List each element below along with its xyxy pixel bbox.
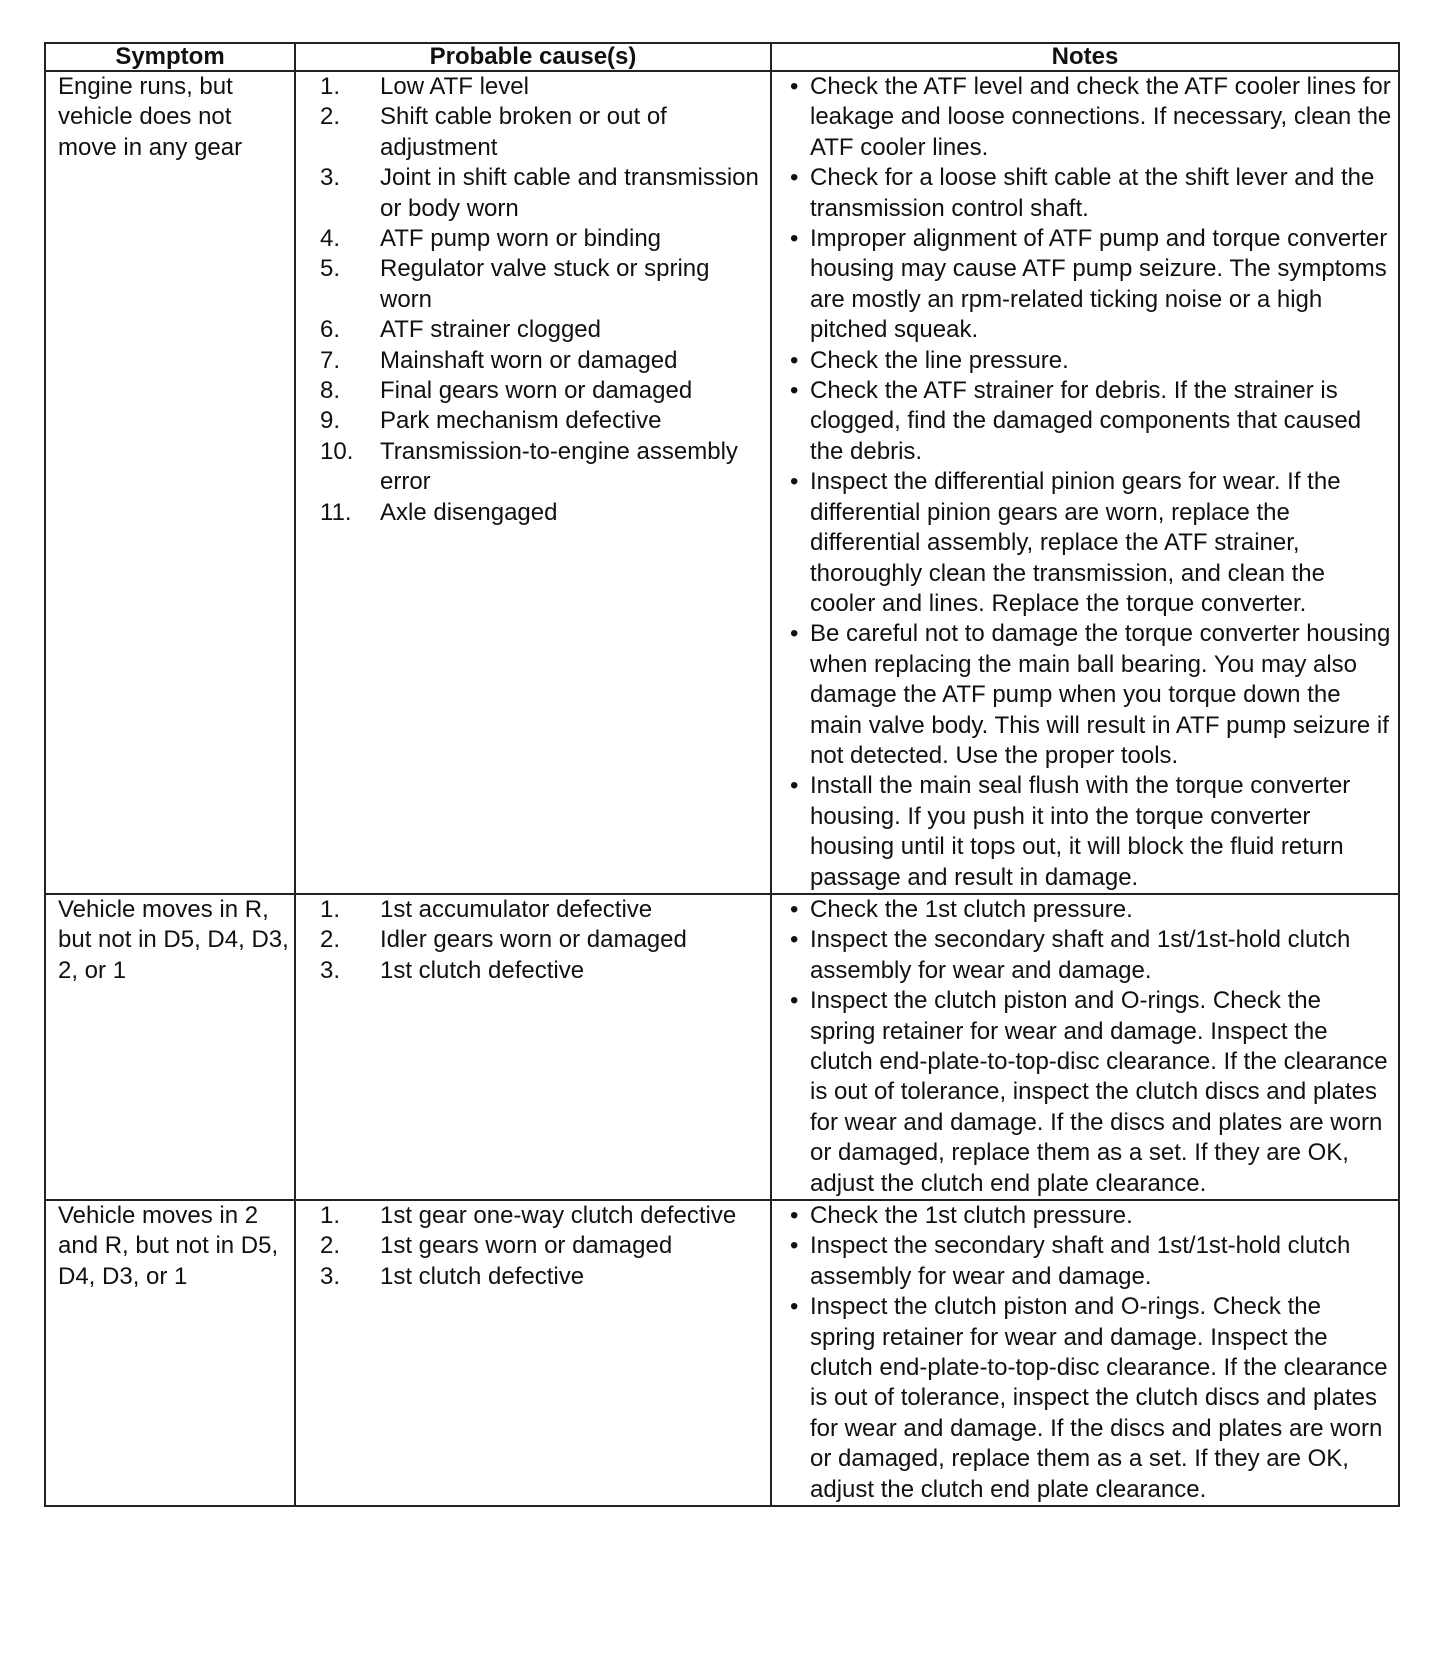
causes-cell bbox=[295, 1200, 771, 1506]
cause-number: 6. bbox=[320, 316, 341, 344]
note-item: • Check the ATF strainer for debris. If the strainer is clogged, find the damaged components that caused the debris. bbox=[782, 376, 1392, 467]
cause-number: 2. bbox=[320, 926, 341, 954]
cause-number: 2. bbox=[320, 103, 341, 131]
cause-item bbox=[320, 376, 764, 406]
causes-cell bbox=[295, 71, 771, 894]
note-item: • Inspect the differential pinion gears for wear. If the differential pinion gears are worn, replace the differential assembly, replace the ATF strainer, thoroughly clean the transmission, and clean the cooler and lines. Replace the torque converter. bbox=[782, 467, 1392, 619]
cause-item bbox=[320, 1262, 764, 1292]
cause-text: Mainshaft worn or damaged bbox=[380, 346, 678, 374]
note-item: • Be careful not to damage the torque converter housing when replacing the main ball bearing. You may also damage the ATF pump when you torque down the main valve body. This will result in ATF pump seizure if not detected. Use the proper tools. bbox=[782, 619, 1392, 771]
symptom-cell: Vehicle moves in 2 and R, but not in D5, D4, D3, or 1 bbox=[45, 1200, 295, 1506]
cause-text: Axle disengaged bbox=[380, 498, 558, 526]
header-symptom: Symptom bbox=[45, 43, 295, 71]
symptom-cell: Vehicle moves in R, but not in D5, D4, D3, 2, or 1 bbox=[45, 894, 295, 1200]
table-body bbox=[45, 71, 1399, 1506]
troubleshooting-table bbox=[44, 42, 1400, 1507]
cause-number: 3. bbox=[320, 164, 341, 192]
cause-item bbox=[320, 315, 764, 345]
cause-text: Regulator valve stuck or spring worn bbox=[380, 255, 710, 313]
cause-item bbox=[320, 102, 764, 163]
cause-text: Final gears worn or damaged bbox=[380, 377, 693, 405]
cause-item bbox=[320, 437, 764, 498]
cause-number: 10. bbox=[320, 437, 354, 465]
notes-cell bbox=[771, 71, 1399, 894]
cause-list bbox=[320, 1201, 764, 1292]
table-row bbox=[45, 1200, 1399, 1506]
cause-item bbox=[320, 895, 764, 925]
symptom-cell: Engine runs, but vehicle does not move in any gear bbox=[45, 71, 295, 894]
note-item: • Check for a loose shift cable at the shift lever and the transmission control shaft. bbox=[782, 163, 1392, 224]
header-notes: Notes bbox=[771, 43, 1399, 71]
note-list bbox=[782, 72, 1392, 893]
cause-item bbox=[320, 163, 764, 224]
cause-item bbox=[320, 1201, 764, 1231]
cause-text: ATF pump worn or binding bbox=[380, 225, 662, 253]
cause-text: 1st gear one-way clutch defective bbox=[380, 1202, 737, 1230]
cause-number: 7. bbox=[320, 346, 341, 374]
cause-number: 3. bbox=[320, 1262, 341, 1290]
cause-number: 1. bbox=[320, 1202, 341, 1230]
note-item: • Inspect the secondary shaft and 1st/1st-hold clutch assembly for wear and damage. bbox=[782, 1231, 1392, 1292]
note-list bbox=[782, 895, 1392, 1199]
cause-text: Joint in shift cable and transmission or body worn bbox=[380, 164, 759, 222]
note-item: • Inspect the clutch piston and O-rings. Check the spring retainer for wear and damage. Inspect the clutch end-plate-to-top-disc clearance. If the clearance is out of tolerance, inspect the clutch discs and plates for wear and damage. If the discs and plates are worn or damaged, replace them as a set. If they are OK, adjust the clutch end plate clearance. bbox=[782, 1292, 1392, 1505]
cause-number: 1. bbox=[320, 895, 341, 923]
note-item: • Check the 1st clutch pressure. bbox=[782, 1201, 1392, 1231]
cause-number: 3. bbox=[320, 956, 341, 984]
cause-text: Shift cable broken or out of adjustment bbox=[380, 103, 667, 161]
cause-text: 1st clutch defective bbox=[380, 956, 585, 984]
note-item: • Check the line pressure. bbox=[782, 346, 1392, 376]
cause-item bbox=[320, 1231, 764, 1261]
cause-text: Park mechanism defective bbox=[380, 407, 662, 435]
cause-text: 1st gears worn or damaged bbox=[380, 1232, 673, 1260]
cause-item bbox=[320, 72, 764, 102]
cause-item bbox=[320, 346, 764, 376]
notes-cell bbox=[771, 894, 1399, 1200]
cause-item bbox=[320, 224, 764, 254]
cause-item bbox=[320, 925, 764, 955]
cause-item bbox=[320, 956, 764, 986]
cause-number: 1. bbox=[320, 73, 341, 100]
note-item: • Check the ATF level and check the ATF cooler lines for leakage and loose connections. If necessary, clean the ATF cooler lines. bbox=[782, 72, 1392, 163]
cause-text: 1st clutch defective bbox=[380, 1262, 585, 1290]
cause-number: 11. bbox=[320, 498, 352, 526]
cause-text: Idler gears worn or damaged bbox=[380, 926, 687, 954]
note-item: • Check the 1st clutch pressure. bbox=[782, 895, 1392, 925]
cause-text: ATF strainer clogged bbox=[380, 316, 601, 344]
cause-item bbox=[320, 254, 764, 315]
cause-item bbox=[320, 498, 764, 528]
cause-list bbox=[320, 72, 764, 528]
cause-text: 1st accumulator defective bbox=[380, 895, 653, 923]
cause-number: 4. bbox=[320, 225, 341, 253]
cause-number: 9. bbox=[320, 407, 341, 435]
note-list bbox=[782, 1201, 1392, 1505]
cause-text: Low ATF level bbox=[380, 73, 529, 100]
cause-item bbox=[320, 406, 764, 436]
note-item: • Install the main seal flush with the torque converter housing. If you push it into the torque converter housing until it tops out, it will block the fluid return passage and result in damage. bbox=[782, 771, 1392, 893]
note-item: • Improper alignment of ATF pump and torque converter housing may cause ATF pump seizure. The symptoms are mostly an rpm-related ticking noise or a high pitched squeak. bbox=[782, 224, 1392, 346]
header-row bbox=[45, 43, 1399, 71]
note-item: • Inspect the secondary shaft and 1st/1st-hold clutch assembly for wear and damage. bbox=[782, 925, 1392, 986]
header-probable-causes: Probable cause(s) bbox=[295, 43, 771, 71]
table-row bbox=[45, 71, 1399, 894]
cause-number: 8. bbox=[320, 377, 341, 405]
cause-number: 5. bbox=[320, 255, 341, 283]
notes-cell bbox=[771, 1200, 1399, 1506]
cause-number: 2. bbox=[320, 1232, 341, 1260]
note-item: • Inspect the clutch piston and O-rings. Check the spring retainer for wear and damage. Inspect the clutch end-plate-to-top-disc clearance. If the clearance is out of tolerance, inspect the clutch discs and plates for wear and damage. If the discs and plates are worn or damaged, replace them as a set. If they are OK, adjust the clutch end plate clearance. bbox=[782, 986, 1392, 1199]
cause-list bbox=[320, 895, 764, 986]
causes-cell bbox=[295, 894, 771, 1200]
table-row bbox=[45, 894, 1399, 1200]
cause-text: Transmission-to-engine assembly error bbox=[380, 437, 738, 496]
